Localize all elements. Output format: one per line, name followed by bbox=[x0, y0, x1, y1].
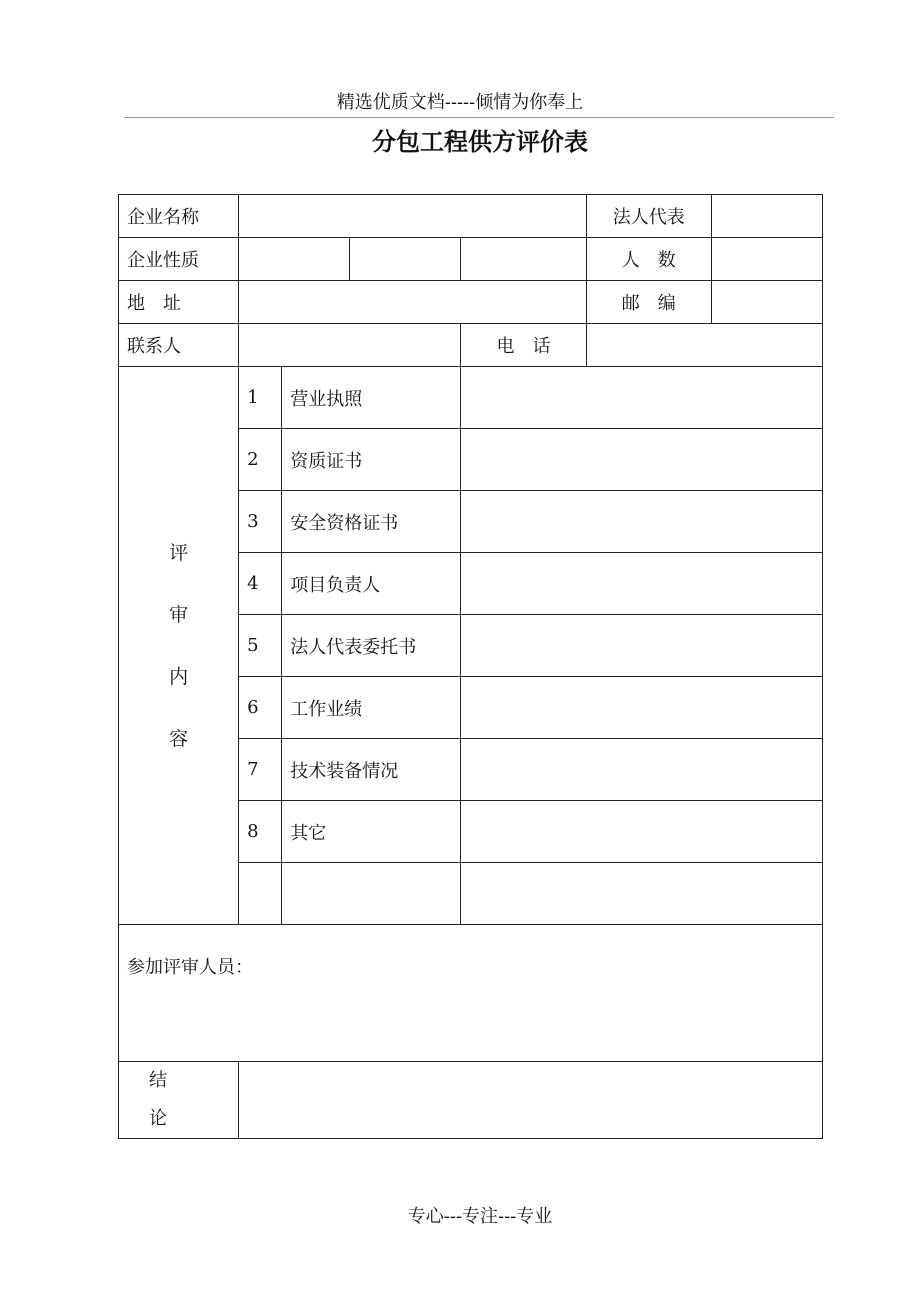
headcount-field[interactable] bbox=[711, 238, 822, 281]
conclusion-label-char: 论 bbox=[149, 1108, 167, 1129]
page-header-text: 精选优质文档-----倾情为你奉上 bbox=[336, 92, 584, 113]
review-item-number: 6 bbox=[239, 677, 282, 739]
participants-label: 参加评审人员： bbox=[127, 957, 253, 978]
headcount-label: 人 数 bbox=[586, 238, 711, 281]
company-type-field-3[interactable] bbox=[461, 238, 586, 281]
review-item-label: 项目负责人 bbox=[282, 553, 461, 615]
review-item-number: 3 bbox=[239, 491, 282, 553]
review-item-field[interactable] bbox=[461, 677, 823, 739]
document-title: 分包工程供方评价表 bbox=[372, 128, 588, 156]
review-item-label-empty[interactable] bbox=[282, 863, 461, 925]
row-company-name bbox=[119, 195, 823, 238]
review-item-field-empty[interactable] bbox=[461, 863, 823, 925]
phone-field[interactable] bbox=[586, 324, 822, 367]
review-label-char: 内 bbox=[169, 665, 189, 688]
company-name-field[interactable] bbox=[239, 195, 586, 238]
review-item-label: 技术装备情况 bbox=[282, 739, 461, 801]
review-item-field[interactable] bbox=[461, 367, 823, 429]
company-name-label: 企业名称 bbox=[119, 195, 239, 238]
conclusion-field[interactable] bbox=[239, 1062, 823, 1139]
review-item-field[interactable] bbox=[461, 553, 823, 615]
review-label-char: 审 bbox=[169, 603, 189, 626]
company-type-label: 企业性质 bbox=[119, 238, 239, 281]
review-item-label: 营业执照 bbox=[282, 367, 461, 429]
page-footer-text: 专心---专注---专业 bbox=[407, 1206, 553, 1227]
row-address bbox=[119, 281, 823, 324]
review-item-number: 2 bbox=[239, 429, 282, 491]
review-item-field[interactable] bbox=[461, 491, 823, 553]
row-company-type bbox=[119, 238, 823, 281]
review-item-number: 4 bbox=[239, 553, 282, 615]
legal-rep-field[interactable] bbox=[711, 195, 822, 238]
phone-label: 电 话 bbox=[461, 324, 586, 367]
review-item-field[interactable] bbox=[461, 615, 823, 677]
address-label: 地 址 bbox=[119, 281, 239, 324]
review-item-number: 8 bbox=[239, 801, 282, 863]
review-item-field[interactable] bbox=[461, 801, 823, 863]
review-item-number: 1 bbox=[239, 367, 282, 429]
review-item-label: 资质证书 bbox=[282, 429, 461, 491]
address-field[interactable] bbox=[239, 281, 586, 324]
row-contact bbox=[119, 324, 823, 367]
legal-rep-label: 法人代表 bbox=[586, 195, 711, 238]
review-label-char: 容 bbox=[169, 727, 189, 750]
header-rule bbox=[124, 117, 834, 118]
review-label-char: 评 bbox=[169, 541, 189, 564]
review-item-number: 5 bbox=[239, 615, 282, 677]
review-row bbox=[119, 367, 823, 429]
review-item-label: 工作业绩 bbox=[282, 677, 461, 739]
row-conclusion bbox=[119, 1062, 823, 1139]
review-item-label: 安全资格证书 bbox=[282, 491, 461, 553]
review-item-label: 法人代表委托书 bbox=[282, 615, 461, 677]
review-item-field[interactable] bbox=[461, 739, 823, 801]
review-item-field[interactable] bbox=[461, 429, 823, 491]
conclusion-label-char: 结 bbox=[149, 1070, 167, 1091]
company-type-field-1[interactable] bbox=[239, 238, 350, 281]
company-type-field-2[interactable] bbox=[350, 238, 461, 281]
review-content-label bbox=[119, 367, 239, 925]
evaluation-form-table bbox=[118, 194, 823, 1139]
review-item-number-empty[interactable] bbox=[239, 863, 282, 925]
participants-field[interactable] bbox=[119, 925, 823, 1062]
postcode-label: 邮 编 bbox=[586, 281, 711, 324]
contact-field[interactable] bbox=[239, 324, 461, 367]
row-participants bbox=[119, 925, 823, 1062]
contact-label: 联系人 bbox=[119, 324, 239, 367]
review-item-number: 7 bbox=[239, 739, 282, 801]
review-item-label: 其它 bbox=[282, 801, 461, 863]
postcode-field[interactable] bbox=[711, 281, 822, 324]
conclusion-label bbox=[119, 1062, 239, 1139]
